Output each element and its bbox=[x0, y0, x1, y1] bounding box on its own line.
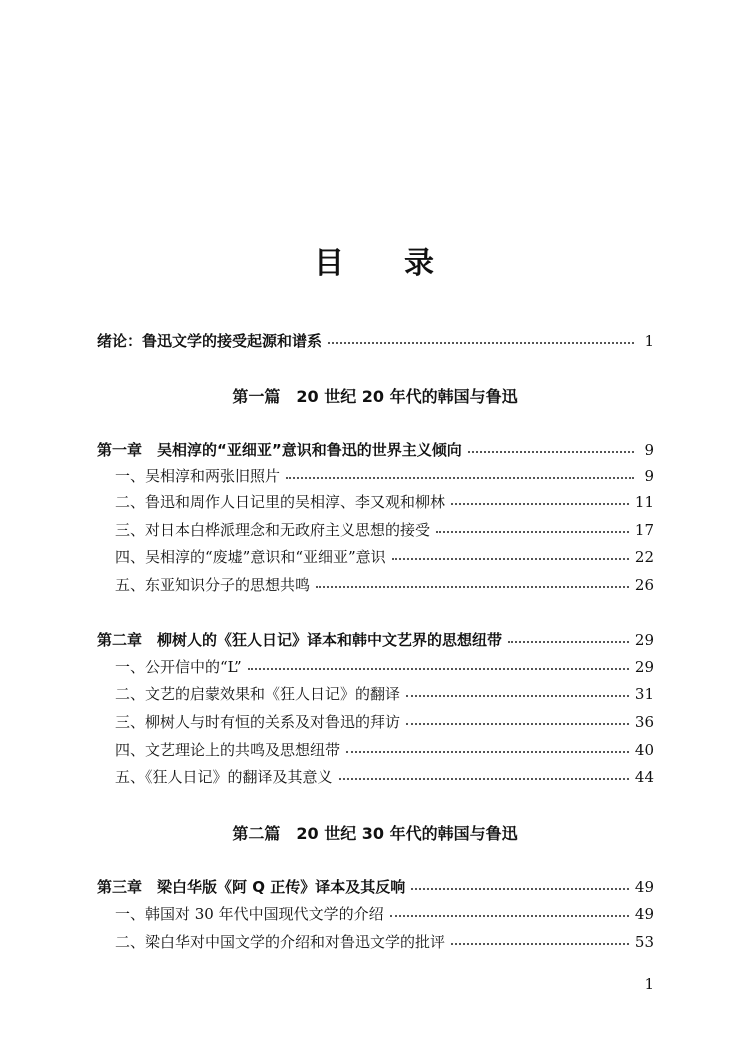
toc-entry-text: 五、《狂人日记》的翻译及其意义 bbox=[115, 768, 333, 786]
toc-entry-text: 第二章 柳树人的《狂人日记》译本和韩中文艺界的思想纽带 bbox=[97, 631, 503, 649]
toc-section[interactable] bbox=[115, 655, 654, 679]
title-char-2: 录 bbox=[404, 246, 436, 281]
toc-page-number: 53 bbox=[634, 933, 654, 951]
toc-section[interactable] bbox=[115, 902, 654, 926]
toc-page-number: 36 bbox=[634, 713, 654, 731]
toc-page-number: 44 bbox=[634, 768, 654, 786]
dot-leader bbox=[451, 503, 629, 505]
toc-chapter-1[interactable] bbox=[97, 438, 654, 462]
page-title bbox=[0, 238, 750, 282]
page-number: 1 bbox=[644, 975, 654, 993]
toc-page-number: 29 bbox=[634, 631, 654, 649]
toc-page-number: 49 bbox=[634, 878, 654, 896]
toc-page-number: 1 bbox=[644, 332, 654, 350]
toc-entry-text: 一、韩国对 30 年代中国现代文学的介绍 bbox=[115, 905, 384, 923]
toc-entry-text: 第三章 梁白华版《阿 Q 正传》译本及其反响 bbox=[97, 878, 406, 896]
toc-page-number: 31 bbox=[634, 685, 654, 703]
toc-section[interactable] bbox=[115, 738, 654, 762]
dot-leader bbox=[392, 558, 629, 560]
toc-section[interactable] bbox=[115, 573, 654, 597]
toc-chapter-2[interactable] bbox=[97, 628, 654, 652]
dot-leader bbox=[451, 943, 629, 945]
toc-section[interactable] bbox=[115, 765, 654, 789]
toc-page-number: 9 bbox=[644, 467, 654, 485]
part-heading-2: 第二篇 20 世纪 30 年代的韩国与鲁迅 bbox=[232, 824, 518, 843]
toc-page-number: 11 bbox=[634, 493, 654, 511]
part-heading-1: 第一篇 20 世纪 20 年代的韩国与鲁迅 bbox=[232, 387, 518, 406]
toc-page-number: 40 bbox=[634, 741, 654, 759]
toc-entry-text: 四、文艺理论上的共鸣及思想纽带 bbox=[115, 741, 341, 759]
dot-leader bbox=[328, 342, 634, 344]
toc-entry-text: 三、对日本白桦派理念和无政府主义思想的接受 bbox=[115, 521, 431, 539]
dot-leader bbox=[248, 668, 629, 670]
toc-section[interactable] bbox=[115, 518, 654, 542]
toc-page-number: 29 bbox=[634, 658, 654, 676]
toc-page-number: 22 bbox=[634, 548, 654, 566]
toc-entry-text: 二、鲁迅和周作人日记里的吴相淳、李又观和柳林 bbox=[115, 493, 446, 511]
toc-entry-text: 一、公开信中的“L” bbox=[115, 658, 242, 676]
dot-leader bbox=[339, 778, 629, 780]
dot-leader bbox=[316, 586, 629, 588]
dot-leader bbox=[406, 723, 629, 725]
toc-entry-intro[interactable] bbox=[97, 329, 654, 353]
dot-leader bbox=[468, 451, 634, 453]
toc-entry-text: 二、梁白华对中国文学的介绍和对鲁迅文学的批评 bbox=[115, 933, 446, 951]
toc-section[interactable] bbox=[115, 930, 654, 954]
dot-leader bbox=[406, 695, 629, 697]
toc-page-number: 49 bbox=[634, 905, 654, 923]
toc-entry-text: 四、吴相淳的“废墟”意识和“亚细亚”意识 bbox=[115, 548, 386, 566]
toc-section[interactable] bbox=[115, 682, 654, 706]
toc-entry-text: 五、东亚知识分子的思想共鸣 bbox=[115, 576, 311, 594]
title-char-1: 目 bbox=[314, 246, 346, 281]
toc-entry-text: 二、文艺的启蒙效果和《狂人日记》的翻译 bbox=[115, 685, 401, 703]
toc-entry-text: 绪论：鲁迅文学的接受起源和谱系 bbox=[97, 332, 323, 350]
toc-entry-text: 第一章 吴相淳的“亚细亚”意识和鲁迅的世界主义倾向 bbox=[97, 441, 462, 459]
dot-leader bbox=[346, 751, 629, 753]
toc-section[interactable] bbox=[115, 464, 654, 488]
dot-leader bbox=[286, 477, 634, 479]
toc-entry-text: 三、柳树人与时有恒的关系及对鲁迅的拜访 bbox=[115, 713, 401, 731]
toc-section[interactable] bbox=[115, 710, 654, 734]
dot-leader bbox=[411, 888, 629, 890]
toc-page-number: 9 bbox=[644, 441, 654, 459]
toc-entry-text: 一、吴相淳和两张旧照片 bbox=[115, 467, 281, 485]
toc-page-number: 17 bbox=[634, 521, 654, 539]
toc-page-number: 26 bbox=[634, 576, 654, 594]
toc-chapter-3[interactable] bbox=[97, 875, 654, 899]
toc-section[interactable] bbox=[115, 490, 654, 514]
dot-leader bbox=[436, 531, 629, 533]
dot-leader bbox=[390, 915, 629, 917]
dot-leader bbox=[508, 641, 629, 643]
toc-section[interactable] bbox=[115, 545, 654, 569]
